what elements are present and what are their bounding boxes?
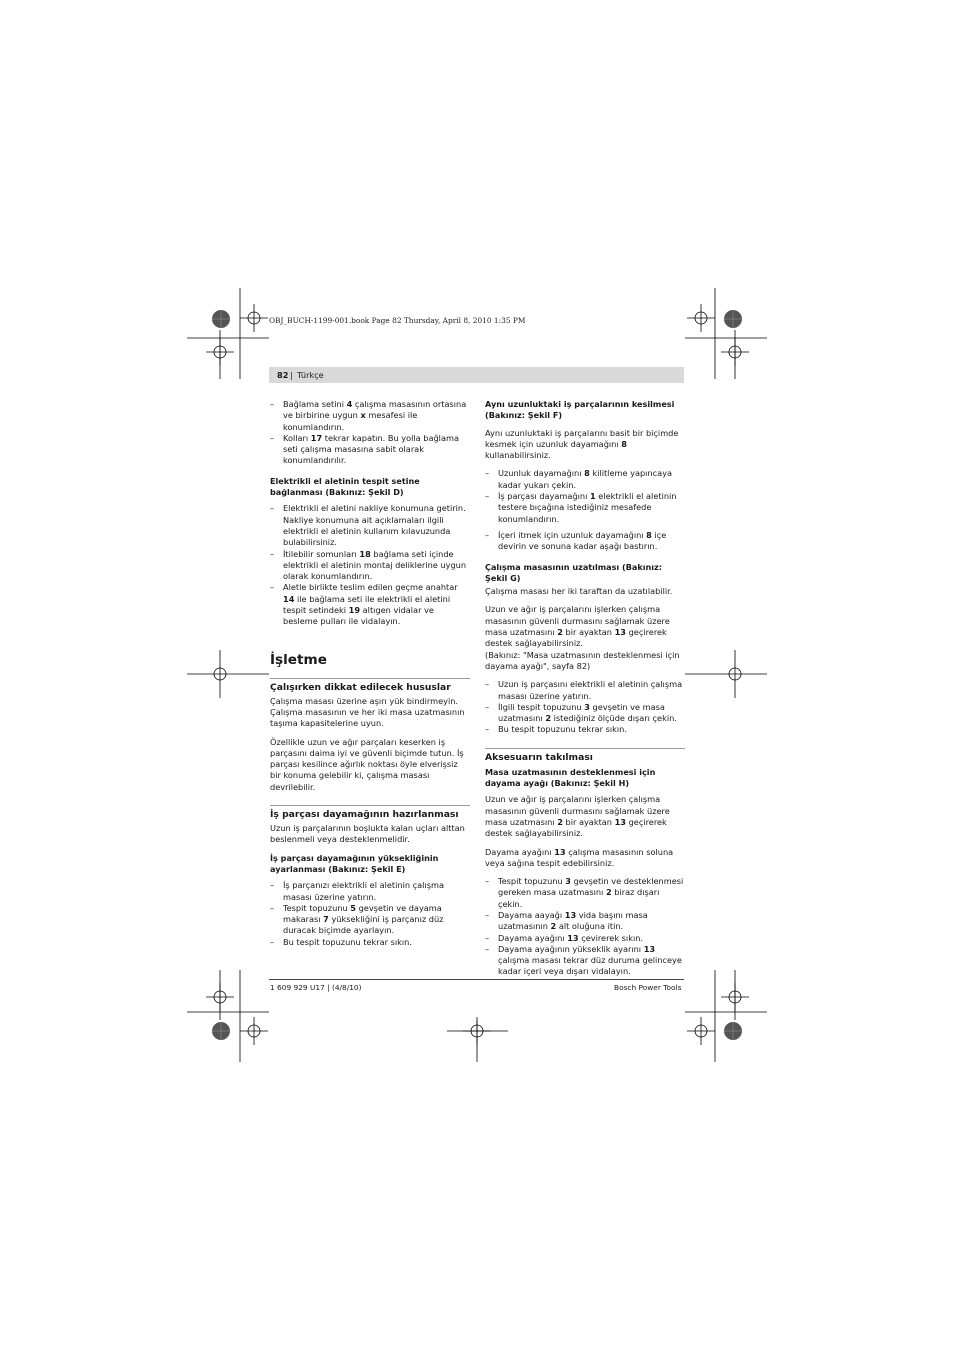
list-item: – Bağlama setini 4 çalışma masasının ortasına ve birbirine uygun x mesafesi ile konumlandırın.: [270, 399, 470, 433]
header-language: Türkçe: [297, 370, 324, 380]
cross-reference: (Bakınız: "Masa uzatmasının desteklenmesi için dayama ayağı", sayfa 82): [485, 649, 680, 671]
list-item: – Uzun iş parçasını elektrikli el aletinin çalışma masası üzerine yatırın.: [485, 679, 685, 702]
paragraph: Dayama ayağını 13 çalışma masasının soluna veya sağına tespit edebilirsiniz.: [485, 846, 674, 868]
paragraph: Aynı uzunluktaki iş parçalarını basit bir biçimde kesmek için uzunluk dayamağını 8 kullanabilirsiniz.: [485, 427, 679, 461]
book-file-info: OBJ_BUCH-1199-001.book Page 82 Thursday, April 8, 2010 1:35 PM: [269, 316, 526, 325]
list-item: – Aletle birlikte teslim edilen geçme anahtar 14 ile bağlama seti ile elektrikli el aletini tespit setindeki 19 altıgen vidalar ve besleme pulları ile vidalayın.: [270, 582, 470, 627]
section-subheading: Aynı uzunluktaki iş parçalarının kesilmesi (Bakınız: Şekil F): [485, 399, 675, 421]
section-subheading: Elektrikli el aletinin tespit setine bağlanması (Bakınız: Şekil D): [270, 475, 420, 498]
right-column: [485, 399, 685, 978]
chapter-title: İşletme: [270, 651, 327, 668]
paragraph: Özellikle uzun ve ağır parçaları keserken iş parçasını daima iyi ve güvenli biçimde tutun. İş parçası kesilince ağırlık noktası öyle elverişsiz bir konuma gelebilir ki, çalışma masası devrilebilir.: [270, 736, 464, 792]
list-item: – Tespit topuzunu 3 gevşetin ve desteklenmesi gereken masa uzatmasını 2 biraz dışarı çekin.: [485, 876, 685, 910]
page-number: 82: [277, 370, 289, 380]
footer-divider: [269, 979, 684, 980]
list-item: – Dayama ayağının yükseklik ayarını 13 çalışma masası tekrar düz duruma gelinceye kadar içeri veya dışarı vidalayın.: [485, 944, 685, 978]
height-adjust-list: [270, 880, 470, 948]
section-heading: Çalışırken dikkat edilecek hususlar: [270, 678, 470, 694]
section-heading: İş parçası dayamağının hazırlanması: [270, 805, 470, 821]
list-item: – Dayama ayağını 13 çevirerek sıkın.: [485, 933, 685, 944]
list-item: – Elektrikli el aletini nakliye konumuna getirin. Nakliye konumuna ait açıklamaları ilgili elektrikli el aletinin kullanım kılavuzunda bulabilirsiniz.: [270, 503, 470, 548]
list-item: – İtilebilir somunları 18 bağlama seti içinde elektrikli el aletinin montaj deliklerine uygun olarak konumlandırın.: [270, 549, 470, 583]
length-stop-list: [485, 468, 685, 552]
list-item: – İş parçanızı elektrikli el aletinin çalışma masası üzerine yatırın.: [270, 880, 470, 903]
intro-list: [270, 399, 470, 467]
list-item: – İş parçası dayamağını 1 elektrikli el aletinin testere bıçağına istediğiniz mesafede konumlandırın.: [485, 491, 685, 525]
left-column: [270, 399, 470, 948]
list-item: – İlgili tespit topuzunu 3 gevşetin ve masa uzatmasını 2 istediğiniz ölçüde dışarı çekin.: [485, 702, 685, 725]
page-header: [269, 367, 684, 383]
section-subheading: Masa uzatmasının desteklenmesi için dayama ayağı (Bakınız: Şekil H): [485, 766, 656, 789]
list-item: – Uzunluk dayamağını 8 kilitleme yapıncaya kadar yukarı çekin.: [485, 468, 685, 491]
section-subheading: Çalışma masasının uzatılması (Bakınız: Şekil G): [485, 561, 662, 583]
list-item: – Bu tespit topuzunu tekrar sıkın.: [485, 724, 685, 735]
paragraph: Uzun ve ağır iş parçalarını işlerken çalışma masasının güvenli durmasını sağlamak üzere masa uzatmasını 2 bir ayaktan 13 geçirerek destek sağlayabilirsiniz.: [485, 604, 670, 649]
section-subheading: İş parçası dayamağının yüksekliğinin ayarlanması (Bakınız: Şekil E): [270, 852, 439, 874]
table-extension-list: [485, 679, 685, 735]
list-item: – İçeri itmek için uzunluk dayamağını 8 içe devirin ve sonuna kadar aşağı bastırın.: [485, 530, 685, 553]
support-leg-list: [485, 876, 685, 978]
footer-brand: Bosch Power Tools: [614, 983, 682, 992]
paragraph: Uzun iş parçalarının boşlukta kalan uçları alttan beslenmeli veya desteklenmelidir.: [270, 823, 465, 845]
paragraph: Çalışma masası her iki taraftan da uzatılabilir.: [485, 586, 673, 597]
list-item: – Kolları 17 tekrar kapatın. Bu yolla bağlama seti çalışma masasına sabit olarak konumlandırılır.: [270, 433, 470, 467]
paragraph: Çalışma masası üzerine aşırı yük bindirmeyin. Çalışma masasının ve her iki masa uzatmasının taşıma kapasitelerine uyun.: [270, 695, 465, 729]
list-item: – Tespit topuzunu 5 gevşetin ve dayama makarası 7 yüksekliğini iş parçanız düz duracak biçimde ayarlayın.: [270, 903, 470, 937]
section-heading: Aksesuarın takılması: [485, 748, 685, 764]
header-separator: |: [290, 370, 293, 380]
footer-doc-number: 1 609 929 U17 | (4/8/10): [270, 983, 362, 992]
list-item: – Dayama aayağı 13 vida başını masa uzatmasının 2 alt oluğuna itin.: [485, 910, 685, 933]
mounting-steps-list: [270, 503, 470, 627]
list-item: – Bu tespit topuzunu tekrar sıkın.: [270, 937, 470, 948]
paragraph: Uzun ve ağır iş parçalarını işlerken çalışma masasının güvenli durmasını sağlamak üzere masa uzatmasını 2 bir ayaktan 13 geçirerek destek sağlayabilirsiniz.: [485, 794, 670, 839]
